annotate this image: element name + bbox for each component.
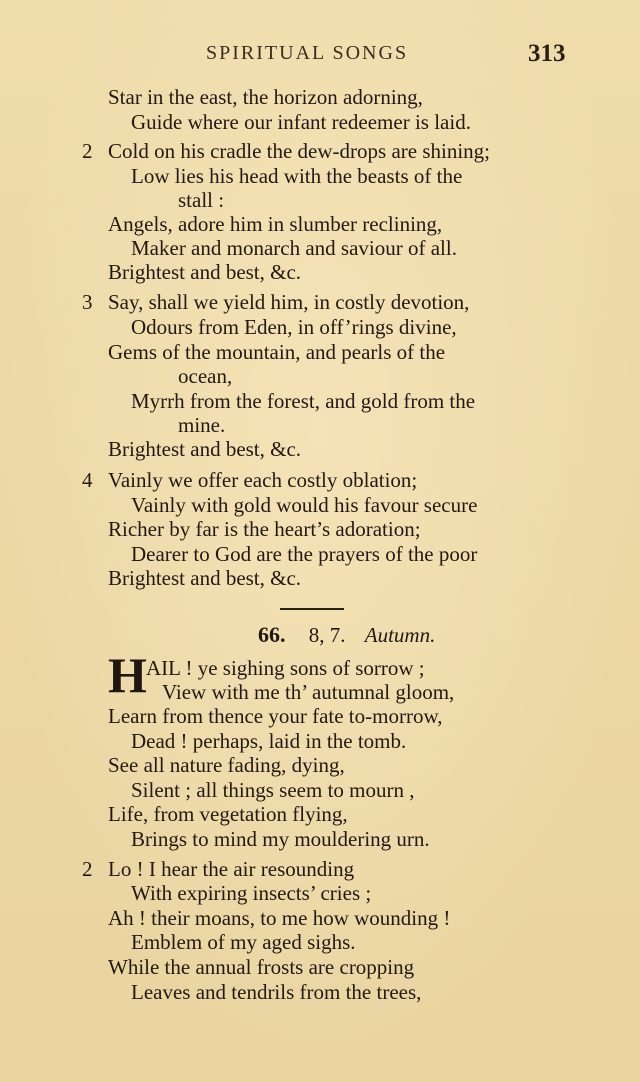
verse-line: Say, shall we yield him, in costly devotion, [108,290,470,314]
verse-number: 3 [82,290,93,314]
verse-line: Emblem of my aged sighs. [131,930,356,954]
hymn-header [258,622,435,648]
verse-line: Vainly with gold would his favour secure [131,493,478,517]
verse-line: Lo ! I hear the air resounding [108,857,355,881]
verse-line: Richer by far is the heart’s adoration; [108,517,421,541]
verse-line: Dead ! perhaps, laid in the tomb. [131,729,407,753]
verse-line: Brings to mind my mouldering urn. [131,827,430,851]
running-title: SPIRITUAL SONGS [206,42,409,64]
hymn-number: 66. [258,622,286,647]
verse-line: Guide where our infant redeemer is laid. [131,110,471,134]
verse-line: Odours from Eden, in off’rings divine, [131,315,457,339]
verse-line: Brightest and best, &c. [108,260,302,284]
page-number: 313 [528,40,566,67]
verse-line: With expiring insects’ cries ; [131,881,372,905]
verse-number: 2 [82,139,93,163]
verse-line: Leaves and tendrils from the trees, [131,980,422,1004]
verse-line: View with me th’ autumnal gloom, [162,680,455,704]
verse-line: Brightest and best, &c. [108,566,302,590]
verse-line: While the annual frosts are cropping [108,955,415,979]
verse-line: stall : [178,188,225,212]
verse-line: ocean, [178,364,233,388]
verse-line: AIL ! ye sighing sons of sorrow ; [146,656,425,680]
verse-line: Life, from vegetation flying, [108,802,348,826]
verse-line: Cold on his cradle the dew-drops are shining; [108,139,490,163]
verse-line: Learn from thence your fate to-morrow, [108,704,443,728]
verse-line: Star in the east, the horizon adorning, [108,85,423,109]
drop-cap: H [108,647,147,703]
running-head [0,40,640,74]
hymn-title: Autumn. [364,623,436,647]
verse-number: 4 [82,468,93,492]
verse-line: Gems of the mountain, and pearls of the [108,340,446,364]
verse-line: Maker and monarch and saviour of all. [131,236,457,260]
verse-line: Ah ! their moans, to me how wounding ! [108,906,451,930]
verse-line: Brightest and best, &c. [108,437,302,461]
verse-line: Dearer to God are the prayers of the poor [131,542,478,566]
hymn-meter: 8, 7. [308,623,346,647]
verse-line: Angels, adore him in slumber reclining, [108,212,443,236]
verse-line: mine. [178,413,226,437]
verse-line: Silent ; all things seem to mourn , [131,778,415,802]
section-divider [280,608,344,610]
verse-line: Vainly we offer each costly oblation; [108,468,418,492]
verse-number: 2 [82,857,93,881]
verse-line: Low lies his head with the beasts of the [131,164,463,188]
verse-line: Myrrh from the forest, and gold from the [131,389,476,413]
verse-line: See all nature fading, dying, [108,753,345,777]
